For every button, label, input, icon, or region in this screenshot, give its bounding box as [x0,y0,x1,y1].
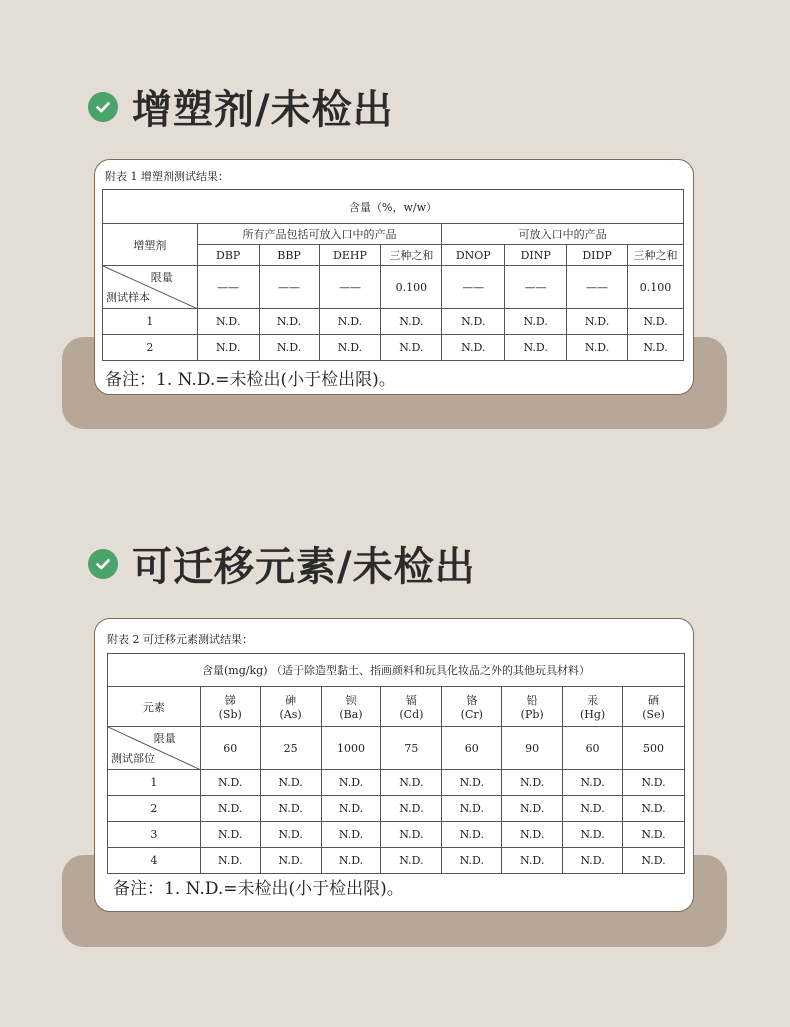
table2-result-cell: N.D. [260,822,321,848]
table2-part-number: 3 [108,822,201,848]
table1-result-cell: N.D. [319,309,381,335]
table2-element-header [200,687,260,727]
table2-element-header [260,687,321,727]
table1-diagonal-header [103,266,198,309]
table1-sample-number: 2 [103,335,198,361]
table1-result-cell: N.D. [505,309,567,335]
table2-element-header [321,687,381,727]
table2-result-cell: N.D. [502,796,563,822]
table1-limit-cell: 0.100 [381,266,442,309]
table1-result-cell: N.D. [381,335,442,361]
table2-result-cell: N.D. [200,770,260,796]
table-row [103,309,684,335]
table2-result-cell: N.D. [623,848,685,874]
table2-element-header [442,687,502,727]
table1-sample-number: 1 [103,309,198,335]
table1-limit-cell: —— [442,266,505,309]
table1-row-label: 增塑剂 [103,224,198,266]
table2-part-number: 2 [108,796,201,822]
table2-result-cell: N.D. [321,796,381,822]
element-symbol: (Hg) [579,708,606,721]
table1-column-header: DNOP [442,245,505,266]
element-symbol: (Ba) [339,708,363,721]
table1-column-header: DBP [197,245,259,266]
table1-plasticizer-results [102,189,684,361]
table1-column-header: 三种之和 [381,245,442,266]
element-name: 砷 [285,694,297,707]
table1-column-header: BBP [259,245,319,266]
table2-content-header: 含量(mg/kg) （适于除造型黏土、指画颜料和玩具化妆品之外的其他玩具材料） [108,654,685,687]
table2-caption: 附表 2 可迁移元素测试结果： [107,633,253,646]
table1-result-cell: N.D. [197,335,259,361]
section1-title: 增塑剂/未检出 [132,87,394,133]
table1-group-mouth-products: 可放入口中的产品 [442,224,684,245]
table1-result-cell: N.D. [442,309,505,335]
element-symbol: (Se) [642,708,665,721]
table2-result-cell: N.D. [260,796,321,822]
table1-result-cell: N.D. [567,309,628,335]
element-name: 镉 [405,694,417,707]
table2-element-header [381,687,442,727]
section2-heading [88,535,476,592]
table2-limit-cell: 25 [260,727,321,770]
section1-heading [88,78,394,135]
element-name: 硒 [648,694,659,707]
table1-limit-cell: —— [567,266,628,309]
table2-result-cell: N.D. [502,848,563,874]
element-name: 铅 [526,694,538,707]
table1-result-cell: N.D. [259,335,319,361]
table1-column-header: 三种之和 [628,245,684,266]
table2-result-cell: N.D. [381,796,442,822]
table1-limit-label: 限量 [150,271,173,284]
table2-result-cell: N.D. [563,770,623,796]
table2-result-cell: N.D. [563,796,623,822]
table2-result-cell: N.D. [623,796,685,822]
table1-result-cell: N.D. [197,309,259,335]
table2-element-header [563,687,623,727]
table1-result-cell: N.D. [381,309,442,335]
table2-limit-cell: 75 [381,727,442,770]
table2-limit-cell: 500 [623,727,685,770]
element-symbol: (Cr) [460,708,483,721]
table2-limit-cell: 1000 [321,727,381,770]
table2-result-cell: N.D. [321,848,381,874]
table2-result-cell: N.D. [442,822,502,848]
element-name: 汞 [587,694,599,707]
table2-result-cell: N.D. [563,848,623,874]
table1-column-header: DINP [505,245,567,266]
section2-report-card [94,618,694,912]
table1-column-header: DIDP [567,245,628,266]
table2-part-number: 1 [108,770,201,796]
table2-limit-cell: 60 [200,727,260,770]
table2-result-cell: N.D. [442,848,502,874]
element-name: 铬 [466,694,478,707]
table1-sample-label: 测试样本 [106,291,150,304]
table1-column-header: DEHP [319,245,381,266]
table2-result-cell: N.D. [623,822,685,848]
table2-result-cell: N.D. [442,770,502,796]
element-symbol: (As) [279,708,302,721]
table1-group-all-products: 所有产品包括可放入口中的产品 [197,224,442,245]
table2-result-cell: N.D. [200,848,260,874]
table1-result-cell: N.D. [319,335,381,361]
table1-result-cell: N.D. [259,309,319,335]
table1-result-cell: N.D. [628,335,684,361]
table-row [108,822,685,848]
table1-result-cell: N.D. [505,335,567,361]
table2-result-cell: N.D. [321,770,381,796]
table2-element-header [623,687,685,727]
table2-limit-label: 限量 [153,732,176,745]
table2-result-cell: N.D. [200,796,260,822]
element-name: 钡 [345,694,357,707]
table1-content-header: 含量（%，w/w） [103,190,684,224]
table2-part-label: 测试部位 [111,752,155,765]
table2-result-cell: N.D. [563,822,623,848]
table2-row-label: 元素 [108,687,201,727]
table1-limit-cell: —— [319,266,381,309]
element-symbol: (Cd) [399,708,424,721]
table-row [108,848,685,874]
table-row [103,335,684,361]
table2-result-cell: N.D. [260,770,321,796]
table1-note: 备注：1. N.D.=未检出(小于检出限)。 [105,370,396,390]
table2-limit-cell: 60 [442,727,502,770]
table1-caption: 附表 1 增塑剂测试结果： [105,170,229,183]
table2-result-cell: N.D. [200,822,260,848]
table1-limit-cell: —— [259,266,319,309]
table2-result-cell: N.D. [502,822,563,848]
table2-result-cell: N.D. [381,770,442,796]
table2-diagonal-header [108,727,201,770]
section1-report-card [94,159,694,395]
table2-result-cell: N.D. [381,848,442,874]
table2-result-cell: N.D. [623,770,685,796]
table1-result-cell: N.D. [442,335,505,361]
table2-migratable-elements-results [107,653,685,874]
check-circle-icon [88,549,118,579]
table1-limit-cell: —— [197,266,259,309]
table1-result-cell: N.D. [628,309,684,335]
table1-result-cell: N.D. [567,335,628,361]
table2-result-cell: N.D. [381,822,442,848]
table1-limit-cell: —— [505,266,567,309]
table2-part-number: 4 [108,848,201,874]
table2-element-header [502,687,563,727]
element-name: 锑 [224,694,236,707]
table-row [108,770,685,796]
table1-limit-cell: 0.100 [628,266,684,309]
table2-limit-cell: 60 [563,727,623,770]
table2-limit-cell: 90 [502,727,563,770]
table-row [108,796,685,822]
element-symbol: (Pb) [520,708,544,721]
table2-result-cell: N.D. [502,770,563,796]
table2-result-cell: N.D. [260,848,321,874]
table2-result-cell: N.D. [442,796,502,822]
section2-title: 可迁移元素/未检出 [132,544,476,590]
table2-note: 备注：1. N.D.=未检出(小于检出限)。 [113,879,404,899]
element-symbol: (Sb) [218,708,242,721]
table2-result-cell: N.D. [321,822,381,848]
check-circle-icon [88,92,118,122]
